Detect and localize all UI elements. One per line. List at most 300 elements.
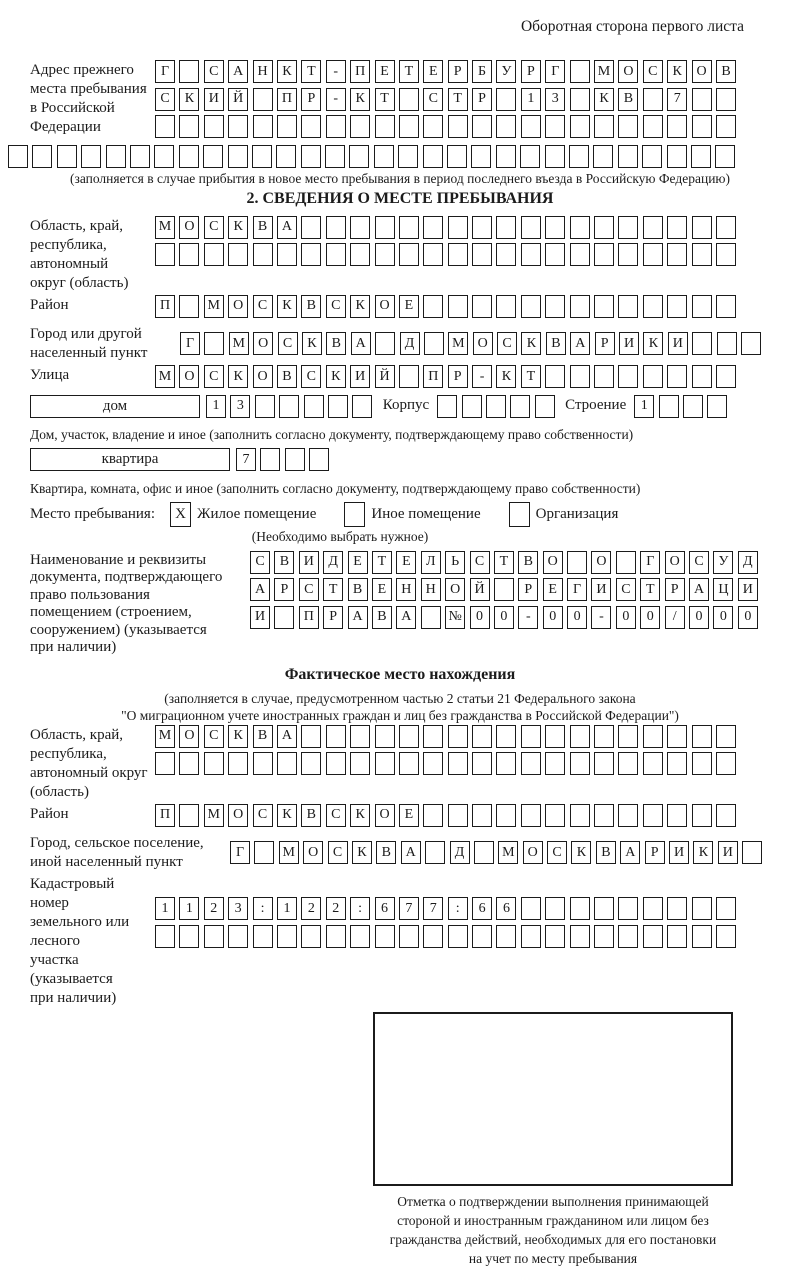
char-cell[interactable]: М xyxy=(594,60,614,83)
char-cell[interactable] xyxy=(399,752,419,775)
char-cell[interactable]: М xyxy=(279,841,299,864)
char-cell[interactable] xyxy=(545,295,565,318)
char-cell[interactable] xyxy=(496,925,516,948)
char-cell[interactable]: В xyxy=(301,804,321,827)
char-cell[interactable]: К xyxy=(352,841,372,864)
char-cell[interactable]: Р xyxy=(518,578,538,601)
char-cell[interactable]: Р xyxy=(448,60,468,83)
char-cell[interactable] xyxy=(179,145,199,168)
char-cell[interactable]: И xyxy=(668,332,688,355)
char-cell[interactable] xyxy=(692,295,712,318)
char-cell[interactable] xyxy=(57,145,77,168)
char-cell[interactable]: Д xyxy=(323,551,343,574)
char-cell[interactable] xyxy=(616,551,636,574)
char-cell[interactable]: Т xyxy=(521,365,541,388)
char-cell[interactable]: С xyxy=(689,551,709,574)
char-cell[interactable] xyxy=(301,725,321,748)
char-cell[interactable] xyxy=(352,395,372,418)
char-cell[interactable] xyxy=(521,897,541,920)
char-cell[interactable] xyxy=(618,216,638,239)
char-cell[interactable] xyxy=(154,145,174,168)
char-cell[interactable]: С xyxy=(204,60,224,83)
char-cell[interactable] xyxy=(179,752,199,775)
char-cell[interactable] xyxy=(667,115,687,138)
char-cell[interactable]: П xyxy=(155,295,175,318)
char-cell[interactable] xyxy=(375,725,395,748)
char-cell[interactable] xyxy=(471,145,491,168)
char-cell[interactable]: С xyxy=(299,578,319,601)
char-cell[interactable] xyxy=(545,725,565,748)
char-cell[interactable] xyxy=(667,897,687,920)
char-cell[interactable]: 7 xyxy=(667,88,687,111)
char-cell[interactable] xyxy=(570,60,590,83)
char-cell[interactable]: К xyxy=(228,216,248,239)
char-cell[interactable]: Д xyxy=(400,332,420,355)
char-cell[interactable] xyxy=(520,145,540,168)
char-cell[interactable]: Р xyxy=(645,841,665,864)
char-cell[interactable]: - xyxy=(591,606,611,629)
char-cell[interactable]: В xyxy=(348,578,368,601)
char-cell[interactable]: О xyxy=(523,841,543,864)
char-cell[interactable]: 3 xyxy=(545,88,565,111)
char-cell[interactable] xyxy=(716,725,736,748)
char-cell[interactable] xyxy=(462,395,482,418)
char-cell[interactable] xyxy=(643,295,663,318)
char-cell[interactable] xyxy=(594,295,614,318)
char-cell[interactable]: С xyxy=(497,332,517,355)
char-cell[interactable] xyxy=(423,295,443,318)
char-cell[interactable]: 1 xyxy=(155,897,175,920)
char-cell[interactable] xyxy=(594,725,614,748)
char-cell[interactable] xyxy=(155,925,175,948)
char-cell[interactable]: М xyxy=(155,365,175,388)
char-cell[interactable] xyxy=(643,725,663,748)
apartment-type-box[interactable]: квартира xyxy=(30,448,230,471)
char-cell[interactable]: А xyxy=(351,332,371,355)
char-cell[interactable]: 0 xyxy=(567,606,587,629)
char-cell[interactable] xyxy=(130,145,150,168)
char-cell[interactable] xyxy=(692,216,712,239)
char-cell[interactable] xyxy=(618,925,638,948)
char-cell[interactable] xyxy=(643,115,663,138)
char-cell[interactable] xyxy=(692,925,712,948)
char-cell[interactable]: 0 xyxy=(713,606,733,629)
char-cell[interactable] xyxy=(304,395,324,418)
char-cell[interactable] xyxy=(707,395,727,418)
char-cell[interactable]: В xyxy=(274,551,294,574)
char-cell[interactable] xyxy=(228,752,248,775)
char-cell[interactable] xyxy=(716,925,736,948)
char-cell[interactable] xyxy=(667,216,687,239)
char-cell[interactable] xyxy=(309,448,329,471)
char-cell[interactable]: Ц xyxy=(713,578,733,601)
char-cell[interactable] xyxy=(448,804,468,827)
char-cell[interactable] xyxy=(448,216,468,239)
char-cell[interactable] xyxy=(472,115,492,138)
checkbox-residential-premises[interactable]: X xyxy=(170,502,191,527)
char-cell[interactable] xyxy=(594,925,614,948)
char-cell[interactable] xyxy=(510,395,530,418)
char-cell[interactable] xyxy=(398,145,418,168)
char-cell[interactable] xyxy=(521,295,541,318)
char-cell[interactable]: Г xyxy=(155,60,175,83)
char-cell[interactable]: О xyxy=(375,295,395,318)
char-cell[interactable]: - xyxy=(518,606,538,629)
char-cell[interactable] xyxy=(285,448,305,471)
char-cell[interactable] xyxy=(496,216,516,239)
char-cell[interactable]: № xyxy=(445,606,465,629)
char-cell[interactable] xyxy=(593,145,613,168)
char-cell[interactable]: К xyxy=(350,88,370,111)
char-cell[interactable]: О xyxy=(228,295,248,318)
char-cell[interactable]: К xyxy=(277,295,297,318)
char-cell[interactable] xyxy=(667,804,687,827)
char-cell[interactable]: К xyxy=(326,365,346,388)
char-cell[interactable]: 1 xyxy=(206,395,226,418)
char-cell[interactable]: А xyxy=(228,60,248,83)
char-cell[interactable]: А xyxy=(620,841,640,864)
char-cell[interactable]: 0 xyxy=(689,606,709,629)
char-cell[interactable] xyxy=(594,365,614,388)
char-cell[interactable] xyxy=(472,243,492,266)
char-cell[interactable]: О xyxy=(253,332,273,355)
char-cell[interactable] xyxy=(204,925,224,948)
char-cell[interactable] xyxy=(374,145,394,168)
char-cell[interactable]: Р xyxy=(665,578,685,601)
char-cell[interactable]: Р xyxy=(448,365,468,388)
char-cell[interactable] xyxy=(494,578,514,601)
char-cell[interactable] xyxy=(447,145,467,168)
char-cell[interactable] xyxy=(423,243,443,266)
char-cell[interactable] xyxy=(715,145,735,168)
char-cell[interactable] xyxy=(521,925,541,948)
char-cell[interactable]: П xyxy=(350,60,370,83)
char-cell[interactable] xyxy=(326,725,346,748)
char-cell[interactable]: Т xyxy=(640,578,660,601)
char-cell[interactable]: Т xyxy=(494,551,514,574)
char-cell[interactable]: 1 xyxy=(634,395,654,418)
char-cell[interactable] xyxy=(179,295,199,318)
char-cell[interactable] xyxy=(423,725,443,748)
char-cell[interactable] xyxy=(301,216,321,239)
char-cell[interactable]: К xyxy=(277,60,297,83)
char-cell[interactable]: Т xyxy=(399,60,419,83)
char-cell[interactable] xyxy=(642,145,662,168)
char-cell[interactable] xyxy=(535,395,555,418)
char-cell[interactable] xyxy=(277,243,297,266)
char-cell[interactable] xyxy=(667,752,687,775)
char-cell[interactable]: Е xyxy=(423,60,443,83)
char-cell[interactable] xyxy=(496,115,516,138)
char-cell[interactable] xyxy=(326,216,346,239)
char-cell[interactable] xyxy=(643,752,663,775)
char-cell[interactable]: Т xyxy=(323,578,343,601)
char-cell[interactable]: И xyxy=(718,841,738,864)
char-cell[interactable]: О xyxy=(179,365,199,388)
char-cell[interactable] xyxy=(423,752,443,775)
char-cell[interactable]: О xyxy=(375,804,395,827)
char-cell[interactable]: К xyxy=(521,332,541,355)
char-cell[interactable] xyxy=(594,897,614,920)
char-cell[interactable]: Е xyxy=(399,295,419,318)
char-cell[interactable] xyxy=(618,295,638,318)
char-cell[interactable] xyxy=(301,925,321,948)
char-cell[interactable] xyxy=(425,841,445,864)
char-cell[interactable] xyxy=(472,216,492,239)
char-cell[interactable]: 3 xyxy=(228,897,248,920)
char-cell[interactable]: Р xyxy=(521,60,541,83)
char-cell[interactable] xyxy=(486,395,506,418)
char-cell[interactable]: С xyxy=(204,365,224,388)
char-cell[interactable]: Й xyxy=(470,578,490,601)
char-cell[interactable] xyxy=(643,243,663,266)
char-cell[interactable] xyxy=(692,332,712,355)
char-cell[interactable] xyxy=(716,752,736,775)
char-cell[interactable]: С xyxy=(250,551,270,574)
char-cell[interactable]: У xyxy=(496,60,516,83)
char-cell[interactable]: 0 xyxy=(640,606,660,629)
char-cell[interactable]: С xyxy=(326,295,346,318)
char-cell[interactable]: К xyxy=(277,804,297,827)
char-cell[interactable] xyxy=(253,243,273,266)
char-cell[interactable]: А xyxy=(348,606,368,629)
char-cell[interactable] xyxy=(423,115,443,138)
char-cell[interactable] xyxy=(399,243,419,266)
char-cell[interactable] xyxy=(203,145,223,168)
checkbox-organization[interactable] xyxy=(509,502,530,527)
char-cell[interactable]: К xyxy=(228,365,248,388)
char-cell[interactable] xyxy=(521,115,541,138)
char-cell[interactable] xyxy=(618,804,638,827)
char-cell[interactable]: : xyxy=(448,897,468,920)
char-cell[interactable]: Т xyxy=(375,88,395,111)
char-cell[interactable] xyxy=(472,725,492,748)
char-cell[interactable] xyxy=(570,88,590,111)
char-cell[interactable]: И xyxy=(204,88,224,111)
char-cell[interactable]: У xyxy=(713,551,733,574)
char-cell[interactable]: В xyxy=(376,841,396,864)
char-cell[interactable] xyxy=(594,115,614,138)
char-cell[interactable] xyxy=(8,145,28,168)
char-cell[interactable]: 0 xyxy=(616,606,636,629)
char-cell[interactable]: 7 xyxy=(423,897,443,920)
char-cell[interactable]: В xyxy=(546,332,566,355)
char-cell[interactable] xyxy=(179,925,199,948)
char-cell[interactable]: В xyxy=(253,216,273,239)
char-cell[interactable] xyxy=(424,332,444,355)
char-cell[interactable]: К xyxy=(571,841,591,864)
char-cell[interactable] xyxy=(472,925,492,948)
char-cell[interactable]: 1 xyxy=(179,897,199,920)
char-cell[interactable]: 1 xyxy=(277,897,297,920)
char-cell[interactable] xyxy=(274,606,294,629)
char-cell[interactable]: 0 xyxy=(470,606,490,629)
char-cell[interactable] xyxy=(399,725,419,748)
char-cell[interactable] xyxy=(618,752,638,775)
char-cell[interactable]: М xyxy=(448,332,468,355)
char-cell[interactable] xyxy=(521,216,541,239)
char-cell[interactable]: С xyxy=(470,551,490,574)
char-cell[interactable] xyxy=(643,88,663,111)
char-cell[interactable] xyxy=(545,145,565,168)
char-cell[interactable] xyxy=(375,925,395,948)
char-cell[interactable]: Н xyxy=(421,578,441,601)
char-cell[interactable]: А xyxy=(401,841,421,864)
char-cell[interactable] xyxy=(692,115,712,138)
char-cell[interactable] xyxy=(692,88,712,111)
char-cell[interactable] xyxy=(254,841,274,864)
char-cell[interactable] xyxy=(301,115,321,138)
char-cell[interactable]: - xyxy=(326,60,346,83)
char-cell[interactable]: К xyxy=(350,804,370,827)
char-cell[interactable] xyxy=(349,145,369,168)
char-cell[interactable]: М xyxy=(498,841,518,864)
char-cell[interactable]: С xyxy=(155,88,175,111)
char-cell[interactable] xyxy=(521,243,541,266)
char-cell[interactable]: Д xyxy=(450,841,470,864)
char-cell[interactable] xyxy=(667,243,687,266)
char-cell[interactable] xyxy=(277,925,297,948)
char-cell[interactable] xyxy=(692,752,712,775)
char-cell[interactable]: М xyxy=(204,295,224,318)
char-cell[interactable]: М xyxy=(155,725,175,748)
char-cell[interactable] xyxy=(594,752,614,775)
char-cell[interactable] xyxy=(399,365,419,388)
char-cell[interactable]: О xyxy=(228,804,248,827)
char-cell[interactable] xyxy=(253,925,273,948)
char-cell[interactable]: Е xyxy=(375,60,395,83)
char-cell[interactable]: И xyxy=(738,578,758,601)
char-cell[interactable] xyxy=(228,145,248,168)
char-cell[interactable] xyxy=(667,295,687,318)
char-cell[interactable] xyxy=(643,216,663,239)
char-cell[interactable] xyxy=(570,925,590,948)
char-cell[interactable] xyxy=(716,216,736,239)
char-cell[interactable] xyxy=(545,925,565,948)
char-cell[interactable] xyxy=(570,216,590,239)
char-cell[interactable] xyxy=(692,804,712,827)
char-cell[interactable]: С xyxy=(204,216,224,239)
char-cell[interactable] xyxy=(716,115,736,138)
char-cell[interactable] xyxy=(179,60,199,83)
char-cell[interactable] xyxy=(667,925,687,948)
char-cell[interactable] xyxy=(423,145,443,168)
char-cell[interactable] xyxy=(228,115,248,138)
char-cell[interactable]: 6 xyxy=(375,897,395,920)
char-cell[interactable] xyxy=(667,725,687,748)
char-cell[interactable] xyxy=(399,216,419,239)
char-cell[interactable] xyxy=(204,332,224,355)
char-cell[interactable] xyxy=(179,243,199,266)
char-cell[interactable] xyxy=(350,115,370,138)
char-cell[interactable]: И xyxy=(250,606,270,629)
char-cell[interactable] xyxy=(228,925,248,948)
char-cell[interactable] xyxy=(643,897,663,920)
char-cell[interactable] xyxy=(545,216,565,239)
char-cell[interactable]: С xyxy=(547,841,567,864)
char-cell[interactable]: Р xyxy=(274,578,294,601)
char-cell[interactable]: О xyxy=(179,216,199,239)
char-cell[interactable]: Л xyxy=(421,551,441,574)
char-cell[interactable] xyxy=(496,752,516,775)
char-cell[interactable]: : xyxy=(350,897,370,920)
char-cell[interactable] xyxy=(692,243,712,266)
char-cell[interactable]: И xyxy=(299,551,319,574)
char-cell[interactable] xyxy=(253,115,273,138)
char-cell[interactable]: Г xyxy=(545,60,565,83)
char-cell[interactable]: : xyxy=(253,897,273,920)
char-cell[interactable] xyxy=(570,725,590,748)
char-cell[interactable]: А xyxy=(689,578,709,601)
char-cell[interactable] xyxy=(179,115,199,138)
char-cell[interactable] xyxy=(375,243,395,266)
char-cell[interactable]: О xyxy=(473,332,493,355)
char-cell[interactable]: В xyxy=(372,606,392,629)
char-cell[interactable] xyxy=(496,804,516,827)
char-cell[interactable] xyxy=(570,897,590,920)
char-cell[interactable]: М xyxy=(155,216,175,239)
char-cell[interactable] xyxy=(594,243,614,266)
char-cell[interactable]: 3 xyxy=(230,395,250,418)
char-cell[interactable]: И xyxy=(619,332,639,355)
char-cell[interactable]: К xyxy=(302,332,322,355)
char-cell[interactable]: В xyxy=(326,332,346,355)
char-cell[interactable]: К xyxy=(496,365,516,388)
char-cell[interactable]: К xyxy=(667,60,687,83)
char-cell[interactable] xyxy=(328,395,348,418)
char-cell[interactable]: С xyxy=(253,295,273,318)
char-cell[interactable]: О xyxy=(543,551,563,574)
char-cell[interactable]: В xyxy=(596,841,616,864)
char-cell[interactable] xyxy=(448,115,468,138)
char-cell[interactable] xyxy=(279,395,299,418)
char-cell[interactable] xyxy=(567,551,587,574)
char-cell[interactable]: А xyxy=(570,332,590,355)
char-cell[interactable] xyxy=(252,145,272,168)
char-cell[interactable] xyxy=(545,804,565,827)
char-cell[interactable]: Е xyxy=(396,551,416,574)
char-cell[interactable] xyxy=(326,115,346,138)
char-cell[interactable]: 0 xyxy=(543,606,563,629)
char-cell[interactable] xyxy=(350,725,370,748)
char-cell[interactable] xyxy=(496,145,516,168)
char-cell[interactable] xyxy=(375,216,395,239)
char-cell[interactable]: К xyxy=(594,88,614,111)
char-cell[interactable] xyxy=(325,145,345,168)
char-cell[interactable]: Е xyxy=(372,578,392,601)
char-cell[interactable] xyxy=(437,395,457,418)
char-cell[interactable]: Р xyxy=(323,606,343,629)
char-cell[interactable]: С xyxy=(616,578,636,601)
char-cell[interactable] xyxy=(474,841,494,864)
char-cell[interactable] xyxy=(545,115,565,138)
char-cell[interactable] xyxy=(667,365,687,388)
char-cell[interactable]: Е xyxy=(348,551,368,574)
char-cell[interactable]: Й xyxy=(375,365,395,388)
char-cell[interactable] xyxy=(301,243,321,266)
char-cell[interactable]: В xyxy=(277,365,297,388)
char-cell[interactable] xyxy=(521,752,541,775)
char-cell[interactable]: А xyxy=(277,216,297,239)
char-cell[interactable] xyxy=(276,145,296,168)
char-cell[interactable] xyxy=(350,925,370,948)
char-cell[interactable]: О xyxy=(692,60,712,83)
char-cell[interactable] xyxy=(472,295,492,318)
char-cell[interactable] xyxy=(643,804,663,827)
char-cell[interactable] xyxy=(179,804,199,827)
char-cell[interactable] xyxy=(742,841,762,864)
char-cell[interactable] xyxy=(570,752,590,775)
